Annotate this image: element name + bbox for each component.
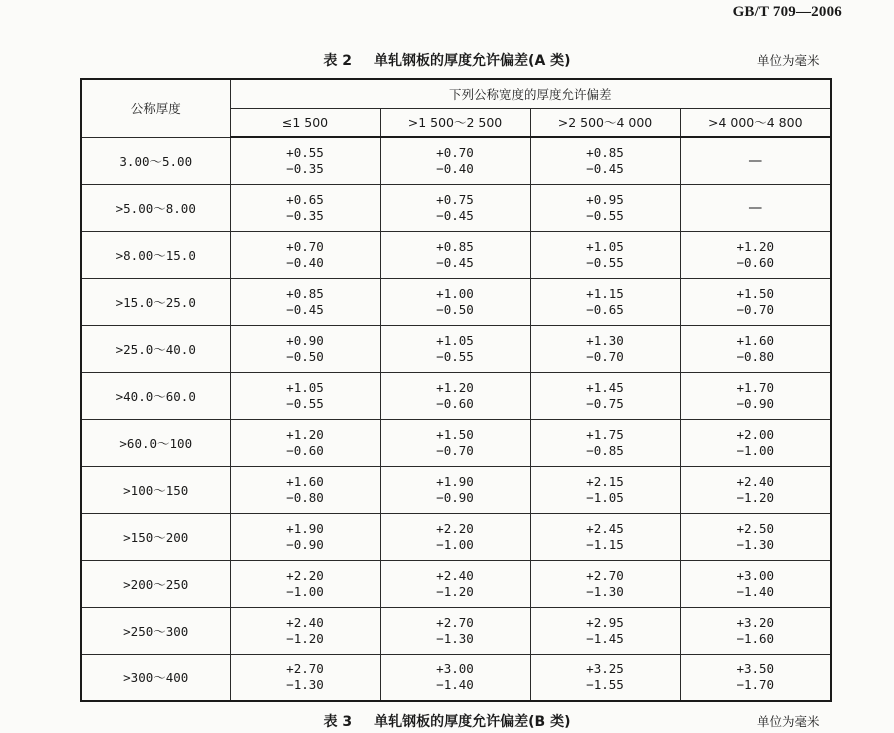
upper-tolerance: +3.50: [736, 661, 775, 677]
lower-tolerance: −0.75: [586, 395, 624, 411]
tolerance-cell: [380, 607, 530, 654]
lower-tolerance: −0.80: [736, 348, 775, 364]
lower-tolerance: −1.30: [286, 677, 324, 693]
tolerance-cell: [380, 278, 530, 325]
upper-tolerance: +1.70: [736, 379, 775, 395]
upper-tolerance: +1.50: [436, 426, 474, 442]
lower-tolerance: −1.55: [586, 677, 624, 693]
tolerance-cell: [680, 419, 831, 466]
upper-tolerance: +1.05: [436, 332, 474, 348]
nominal-thickness-cell: >250～300: [81, 607, 230, 654]
header-width-4: >4 000～4 800: [680, 108, 831, 137]
header-width-group: 下列公称宽度的厚度允许偏差: [230, 79, 831, 108]
lower-tolerance: −0.60: [286, 442, 324, 458]
upper-tolerance: +3.00: [436, 661, 474, 677]
upper-tolerance: +1.20: [286, 426, 324, 442]
lower-tolerance: −0.80: [286, 489, 324, 505]
upper-tolerance: +2.70: [436, 614, 474, 630]
upper-tolerance: +2.20: [286, 567, 324, 583]
upper-tolerance: +0.65: [286, 191, 324, 207]
upper-tolerance: +2.45: [586, 520, 624, 536]
lower-tolerance: −0.90: [286, 536, 324, 552]
upper-tolerance: +0.55: [286, 144, 324, 160]
lower-tolerance: −1.00: [436, 536, 474, 552]
nominal-thickness-cell: >25.0～40.0: [81, 325, 230, 372]
tolerance-cell: [230, 419, 380, 466]
tolerance-cell: [530, 372, 680, 419]
tolerance-cell: [530, 325, 680, 372]
nominal-thickness-cell: >300～400: [81, 654, 230, 701]
upper-tolerance: +0.75: [436, 191, 474, 207]
lower-tolerance: −0.55: [586, 207, 624, 223]
header-nominal-thickness: 公称厚度: [81, 79, 230, 137]
lower-tolerance: −0.35: [286, 207, 324, 223]
tolerance-cell: [230, 513, 380, 560]
lower-tolerance: −0.40: [436, 160, 474, 176]
upper-tolerance: +0.90: [286, 332, 324, 348]
nominal-thickness-cell: >15.0～25.0: [81, 278, 230, 325]
tolerance-cell: [380, 560, 530, 607]
tolerance-cell: [380, 325, 530, 372]
upper-tolerance: +3.25: [586, 661, 624, 677]
lower-tolerance: −0.60: [436, 395, 474, 411]
upper-tolerance: +0.85: [586, 144, 624, 160]
upper-tolerance: +1.20: [436, 379, 474, 395]
lower-tolerance: −0.45: [436, 207, 474, 223]
lower-tolerance: −1.05: [586, 489, 624, 505]
lower-tolerance: −0.85: [586, 442, 624, 458]
table-row: [81, 560, 831, 607]
upper-tolerance: +1.50: [736, 285, 775, 301]
tolerance-cell: [230, 654, 380, 701]
upper-tolerance: +2.50: [736, 520, 775, 536]
table-row: [81, 607, 831, 654]
tolerance-cell: [230, 466, 380, 513]
lower-tolerance: −1.30: [586, 583, 624, 599]
upper-tolerance: +2.70: [286, 661, 324, 677]
table3-title: 单轧钢板的厚度允许偏差(B 类): [374, 714, 571, 730]
table3-number: 表 3: [323, 714, 353, 730]
tolerance-cell: [530, 513, 680, 560]
lower-tolerance: −1.00: [736, 442, 775, 458]
upper-tolerance: +2.40: [286, 614, 324, 630]
nominal-thickness-cell: >40.0～60.0: [81, 372, 230, 419]
lower-tolerance: −0.45: [286, 301, 324, 317]
table-body: [81, 137, 831, 701]
lower-tolerance: −1.20: [286, 630, 324, 646]
upper-tolerance: +1.05: [286, 379, 324, 395]
standard-code: GB/T 709—2006: [732, 4, 842, 20]
tolerance-cell: [530, 607, 680, 654]
upper-tolerance: +2.95: [586, 614, 624, 630]
upper-tolerance: +1.75: [586, 426, 624, 442]
lower-tolerance: −0.45: [436, 254, 474, 270]
lower-tolerance: −1.00: [286, 583, 324, 599]
lower-tolerance: −1.30: [436, 630, 474, 646]
tolerance-cell: [680, 607, 831, 654]
lower-tolerance: −1.15: [586, 536, 624, 552]
upper-tolerance: +2.15: [586, 473, 624, 489]
tolerance-cell: [530, 466, 680, 513]
tolerance-cell: [680, 325, 831, 372]
upper-tolerance: +1.05: [586, 238, 624, 254]
lower-tolerance: −1.20: [736, 489, 775, 505]
tolerance-cell: [230, 278, 380, 325]
lower-tolerance: −1.40: [736, 583, 775, 599]
lower-tolerance: −0.90: [436, 489, 474, 505]
tolerance-cell: [230, 607, 380, 654]
tolerance-cell: [380, 372, 530, 419]
header-width-2: >1 500～2 500: [380, 108, 530, 137]
lower-tolerance: −1.60: [736, 630, 775, 646]
tolerance-table: [80, 78, 832, 702]
upper-tolerance: +2.20: [436, 520, 474, 536]
tolerance-cell: [230, 184, 380, 231]
lower-tolerance: −0.60: [736, 254, 775, 270]
lower-tolerance: −1.20: [436, 583, 474, 599]
upper-tolerance: +3.00: [736, 567, 775, 583]
nominal-thickness-cell: >60.0～100: [81, 419, 230, 466]
tolerance-cell: [230, 372, 380, 419]
tolerance-cell: [380, 184, 530, 231]
upper-tolerance: +0.85: [286, 285, 324, 301]
upper-tolerance: +1.60: [736, 332, 775, 348]
table-row: [81, 184, 831, 231]
tolerance-cell: [530, 278, 680, 325]
upper-tolerance: +2.40: [436, 567, 474, 583]
upper-tolerance: +3.20: [736, 614, 775, 630]
table3-unit: 单位为毫米: [757, 714, 820, 729]
tolerance-cell: [680, 513, 831, 560]
tolerance-cell: [530, 654, 680, 701]
not-applicable-mark: —: [748, 199, 763, 216]
not-applicable-mark: —: [748, 152, 763, 169]
tolerance-cell: [380, 513, 530, 560]
upper-tolerance: +1.30: [586, 332, 624, 348]
lower-tolerance: −0.40: [286, 254, 324, 270]
table-row: [81, 654, 831, 701]
lower-tolerance: −1.70: [736, 677, 775, 693]
table-row: [81, 419, 831, 466]
table2-unit: 单位为毫米: [757, 53, 820, 68]
upper-tolerance: +1.45: [586, 379, 624, 395]
tolerance-cell: [680, 654, 831, 701]
upper-tolerance: +0.85: [436, 238, 474, 254]
lower-tolerance: −0.70: [436, 442, 474, 458]
tolerance-cell: [230, 560, 380, 607]
lower-tolerance: −0.50: [286, 348, 324, 364]
tolerance-cell: [680, 137, 831, 184]
tolerance-cell: [680, 560, 831, 607]
lower-tolerance: −0.90: [736, 395, 775, 411]
tolerance-cell: [380, 137, 530, 184]
tolerance-cell: [530, 184, 680, 231]
upper-tolerance: +1.00: [436, 285, 474, 301]
tolerance-cell: [380, 419, 530, 466]
tolerance-cell: [680, 184, 831, 231]
tolerance-cell: [680, 278, 831, 325]
lower-tolerance: −0.70: [586, 348, 624, 364]
table-row: [81, 231, 831, 278]
lower-tolerance: −0.55: [436, 348, 474, 364]
tolerance-cell: [680, 466, 831, 513]
nominal-thickness-cell: >200～250: [81, 560, 230, 607]
lower-tolerance: −1.45: [586, 630, 624, 646]
table-row: [81, 137, 831, 184]
nominal-thickness-cell: >5.00～8.00: [81, 184, 230, 231]
lower-tolerance: −1.40: [436, 677, 474, 693]
nominal-thickness-cell: >100～150: [81, 466, 230, 513]
upper-tolerance: +0.70: [436, 144, 474, 160]
tolerance-cell: [230, 325, 380, 372]
tolerance-cell: [530, 560, 680, 607]
header-width-1: ≤1 500: [230, 108, 380, 137]
upper-tolerance: +2.00: [736, 426, 775, 442]
upper-tolerance: +1.60: [286, 473, 324, 489]
lower-tolerance: −0.65: [586, 301, 624, 317]
tolerance-cell: [530, 419, 680, 466]
table2-number: 表 2: [323, 53, 353, 69]
tolerance-cell: [680, 231, 831, 278]
upper-tolerance: +2.40: [736, 473, 775, 489]
lower-tolerance: −0.55: [586, 254, 624, 270]
nominal-thickness-cell: 3.00～5.00: [81, 137, 230, 184]
table2-title: 单轧钢板的厚度允许偏差(A 类): [374, 53, 571, 69]
tolerance-cell: [230, 231, 380, 278]
upper-tolerance: +1.90: [286, 520, 324, 536]
table-row: [81, 372, 831, 419]
lower-tolerance: −0.50: [436, 301, 474, 317]
tolerance-cell: [530, 231, 680, 278]
tolerance-cell: [380, 654, 530, 701]
table-row: [81, 513, 831, 560]
nominal-thickness-cell: >150～200: [81, 513, 230, 560]
table-row: [81, 325, 831, 372]
lower-tolerance: −0.55: [286, 395, 324, 411]
tolerance-cell: [530, 137, 680, 184]
upper-tolerance: +1.15: [586, 285, 624, 301]
table-row: [81, 466, 831, 513]
tolerance-cell: [230, 137, 380, 184]
tolerance-cell: [380, 231, 530, 278]
nominal-thickness-cell: >8.00～15.0: [81, 231, 230, 278]
upper-tolerance: +1.20: [736, 238, 775, 254]
upper-tolerance: +2.70: [586, 567, 624, 583]
tolerance-cell: [380, 466, 530, 513]
upper-tolerance: +0.70: [286, 238, 324, 254]
tolerance-cell: [680, 372, 831, 419]
upper-tolerance: +1.90: [436, 473, 474, 489]
lower-tolerance: −0.70: [736, 301, 775, 317]
lower-tolerance: −1.30: [736, 536, 775, 552]
table-row: [81, 278, 831, 325]
header-width-3: >2 500～4 000: [530, 108, 680, 137]
lower-tolerance: −0.45: [586, 160, 624, 176]
lower-tolerance: −0.35: [286, 160, 324, 176]
upper-tolerance: +0.95: [586, 191, 624, 207]
